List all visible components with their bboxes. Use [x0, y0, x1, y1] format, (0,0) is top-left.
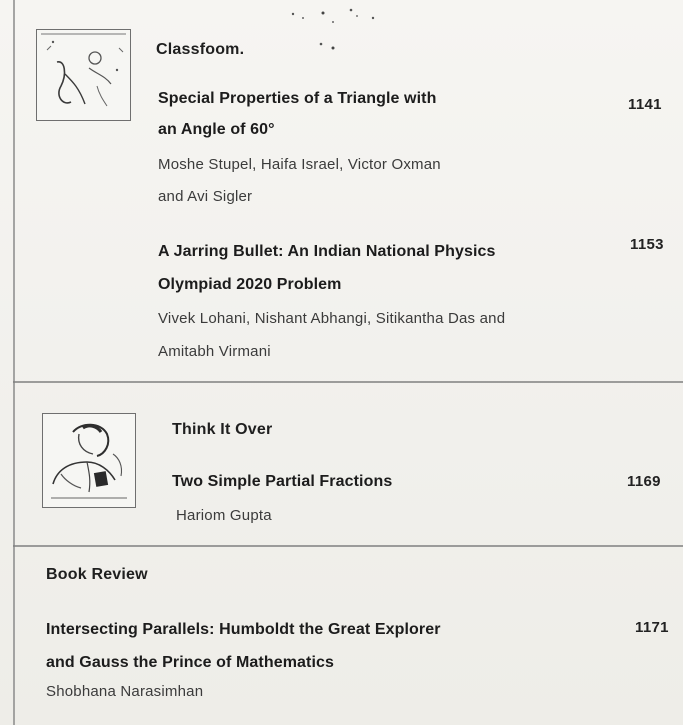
classroom-heading: Classfoom.: [156, 41, 245, 58]
classroom-sketch-icon: [36, 29, 131, 121]
article-title-line[interactable]: Two Simple Partial Fractions: [172, 473, 393, 490]
section-divider-1: [13, 381, 683, 383]
article-title-line[interactable]: and Gauss the Prince of Mathematics: [46, 654, 335, 671]
article-authors: and Avi Sigler: [158, 188, 253, 205]
scan-specks-decoration: [285, 4, 395, 54]
article-authors: Vivek Lohani, Nishant Abhangi, Sitikantha Das and: [158, 310, 506, 327]
article-page-number: 1153: [630, 236, 664, 253]
book-review-heading: Book Review: [46, 566, 148, 583]
section-divider-2: [13, 545, 683, 547]
think-it-over-heading: Think It Over: [172, 421, 273, 438]
article-page-number: 1141: [628, 96, 662, 113]
article-authors: Hariom Gupta: [176, 507, 272, 524]
article-authors: Shobhana Narasimhan: [46, 683, 204, 700]
article-authors: Moshe Stupel, Haifa Israel, Victor Oxman: [158, 156, 441, 173]
article-title-line[interactable]: an Angle of 60°: [158, 121, 275, 138]
thinking-person-sketch-icon: [42, 413, 136, 508]
left-border-line: [13, 0, 15, 725]
article-authors: Amitabh Virmani: [158, 343, 271, 360]
article-page-number: 1171: [635, 619, 669, 636]
article-title-line[interactable]: Olympiad 2020 Problem: [158, 276, 342, 293]
article-title-line[interactable]: A Jarring Bullet: An Indian National Physics: [158, 243, 496, 260]
article-title-line[interactable]: Intersecting Parallels: Humboldt the Great Explorer: [46, 621, 441, 638]
article-page-number: 1169: [627, 473, 661, 490]
article-title-line[interactable]: Special Properties of a Triangle with: [158, 90, 437, 107]
